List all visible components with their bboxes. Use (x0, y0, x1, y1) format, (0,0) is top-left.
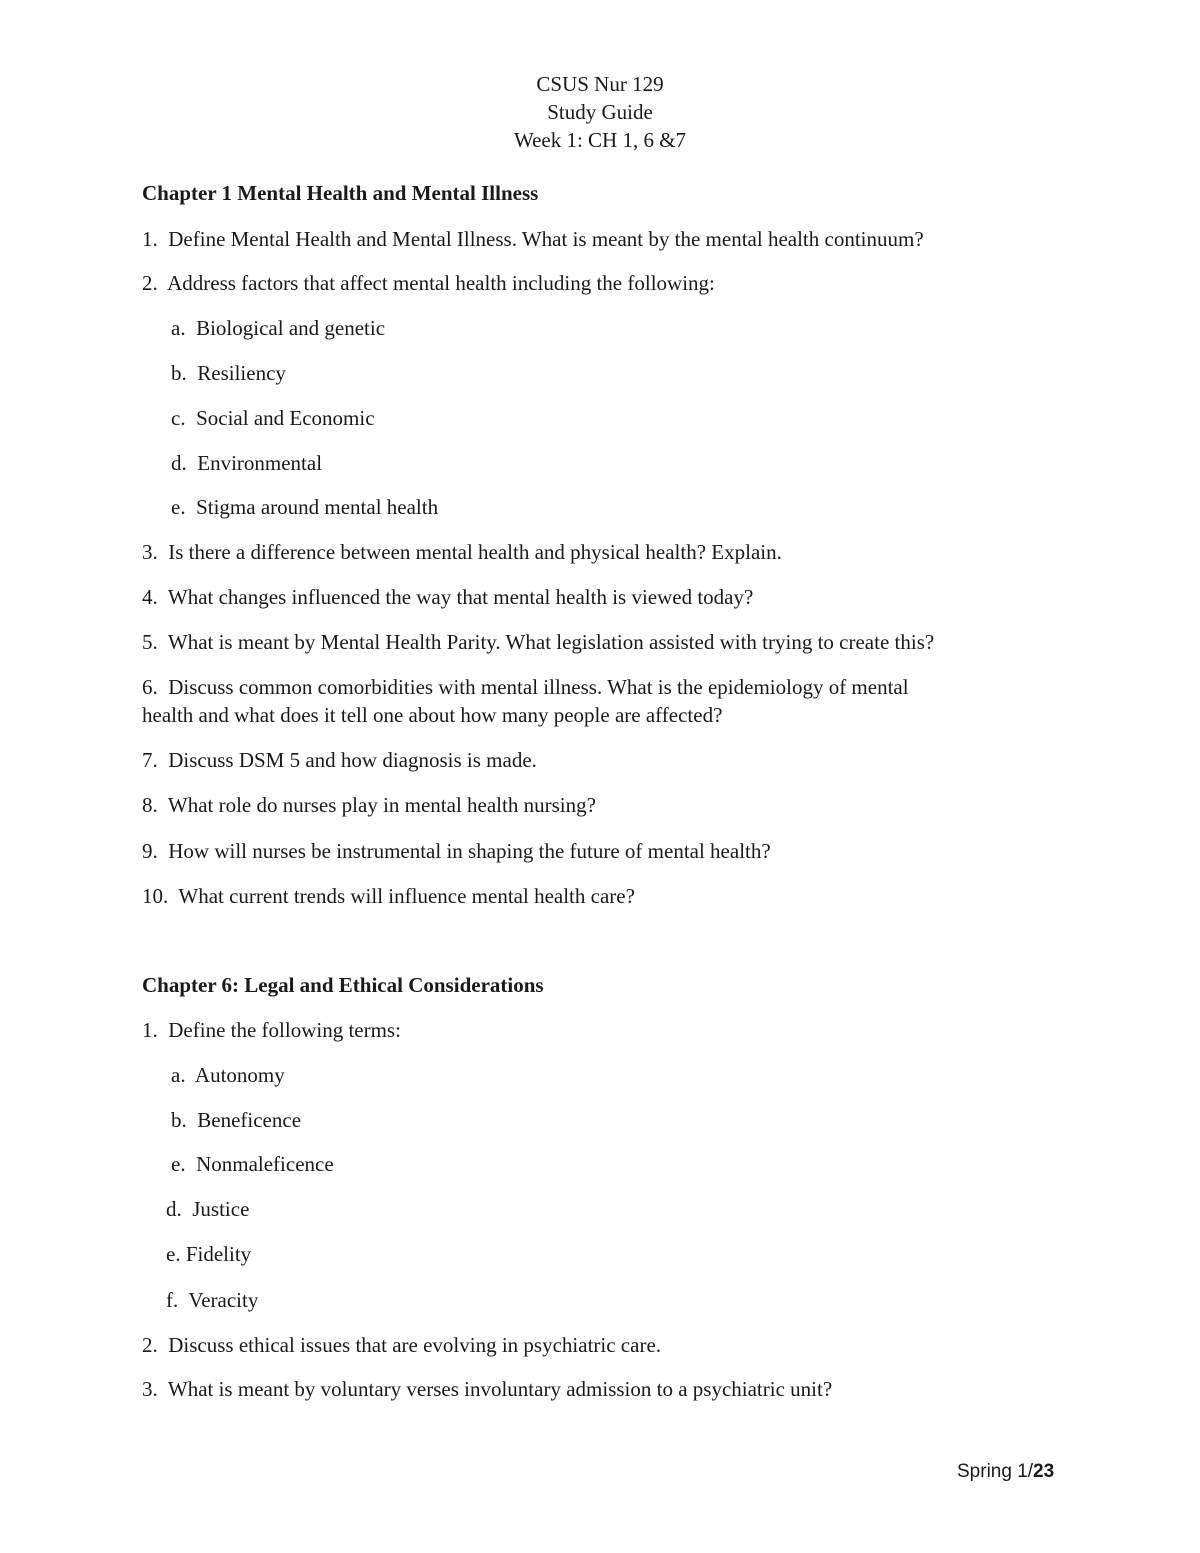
footer-total-pages: 23 (1033, 1461, 1055, 1482)
ch1-q7 (142, 746, 537, 774)
question-number: 10. (142, 884, 169, 908)
question-text: Discuss common comorbidities with mental illness. What is the epidemiology of mental (168, 675, 909, 699)
item-letter: b. (171, 1108, 187, 1132)
ch1-q5 (142, 628, 934, 656)
question-text: What is meant by voluntary verses involuntary admission to a psychiatric unit? (167, 1377, 833, 1401)
question-number: 1. (142, 1018, 158, 1042)
item-text: Social and Economic (196, 406, 375, 430)
item-text: Resiliency (197, 361, 286, 385)
ch6-sub-item (171, 1150, 334, 1178)
ch6-sub-item (166, 1286, 258, 1314)
question-number: 3. (142, 1377, 158, 1401)
item-text: Veracity (188, 1288, 259, 1312)
ch6-q1 (142, 1016, 401, 1044)
chapter6-heading: Chapter 6: Legal and Ethical Considerations (142, 973, 544, 997)
ch1-sub-item (171, 314, 385, 342)
question-number: 2. (142, 271, 158, 295)
item-text: Autonomy (194, 1063, 285, 1087)
question-number: 1. (142, 227, 158, 251)
question-number: 8. (142, 793, 158, 817)
item-letter: e. (171, 495, 186, 519)
footer-label: Spring 1/ (957, 1461, 1034, 1482)
ch1-sub-item (171, 359, 286, 387)
ch6-sub-item (171, 1061, 285, 1089)
item-text: Justice (192, 1197, 250, 1221)
item-letter: a. (171, 316, 186, 340)
item-letter: c. (171, 406, 186, 430)
item-text: Biological and genetic (196, 316, 386, 340)
item-text: Environmental (197, 451, 323, 475)
question-text: What role do nurses play in mental health nursing? (167, 793, 596, 817)
item-letter: e. (166, 1242, 181, 1266)
ch1-sub-item (171, 449, 322, 477)
question-number: 3. (142, 540, 158, 564)
item-letter: b. (171, 361, 187, 385)
item-letter: e. (171, 1152, 186, 1176)
question-number: 9. (142, 839, 158, 863)
question-number: 2. (142, 1333, 158, 1357)
ch6-sub-item (171, 1106, 301, 1134)
question-text: What changes influenced the way that mental health is viewed today? (167, 585, 754, 609)
item-text: Nonmaleficence (196, 1152, 334, 1176)
question-number: 5. (142, 630, 158, 654)
item-letter: a. (171, 1063, 186, 1087)
ch6-q3 (142, 1375, 832, 1403)
item-letter: d. (171, 451, 187, 475)
ch1-q6 (142, 673, 909, 701)
question-text: Define the following terms: (168, 1018, 401, 1042)
ch1-q3 (142, 538, 782, 566)
week-line: Week 1: CH 1, 6 &7 (513, 128, 687, 152)
question-number: 6. (142, 675, 158, 699)
ch6-sub-item (166, 1240, 251, 1268)
page-footer (957, 1460, 1054, 1484)
ch1-q8 (142, 791, 596, 819)
document-subtitle: Study Guide (547, 100, 653, 124)
question-text: How will nurses be instrumental in shaping the future of mental health? (168, 839, 771, 863)
ch1-q10 (142, 882, 635, 910)
question-text: Discuss DSM 5 and how diagnosis is made. (168, 748, 537, 772)
ch1-q9 (142, 837, 771, 865)
question-number: 7. (142, 748, 158, 772)
ch6-q2 (142, 1331, 661, 1359)
item-text: Fidelity (185, 1242, 252, 1266)
ch1-q2 (142, 269, 715, 297)
question-text: Discuss ethical issues that are evolving in psychiatric care. (168, 1333, 662, 1357)
item-text: Beneficence (197, 1108, 302, 1132)
question-number: 4. (142, 585, 158, 609)
question-text: Define Mental Health and Mental Illness. What is meant by the mental health continuum? (168, 227, 924, 251)
ch1-sub-item (171, 404, 375, 432)
item-letter: f. (166, 1288, 179, 1312)
ch1-sub-item (171, 493, 438, 521)
ch6-sub-item (166, 1195, 249, 1223)
chapter1-heading: Chapter 1 Mental Health and Mental Illness (142, 181, 539, 205)
question-text: What is meant by Mental Health Parity. What legislation assisted with trying to create this? (167, 630, 935, 654)
question-text: What current trends will influence mental health care? (178, 884, 635, 908)
ch1-q4 (142, 583, 753, 611)
course-title: CSUS Nur 129 (536, 72, 664, 96)
ch1-q1 (142, 225, 924, 253)
item-text: Stigma around mental health (196, 495, 439, 519)
item-letter: d. (166, 1197, 182, 1221)
ch1-q6-continued: health and what does it tell one about how many people are affected? (142, 703, 723, 727)
question-text: Address factors that affect mental health including the following: (167, 271, 715, 295)
question-text: Is there a difference between mental health and physical health? Explain. (168, 540, 782, 564)
